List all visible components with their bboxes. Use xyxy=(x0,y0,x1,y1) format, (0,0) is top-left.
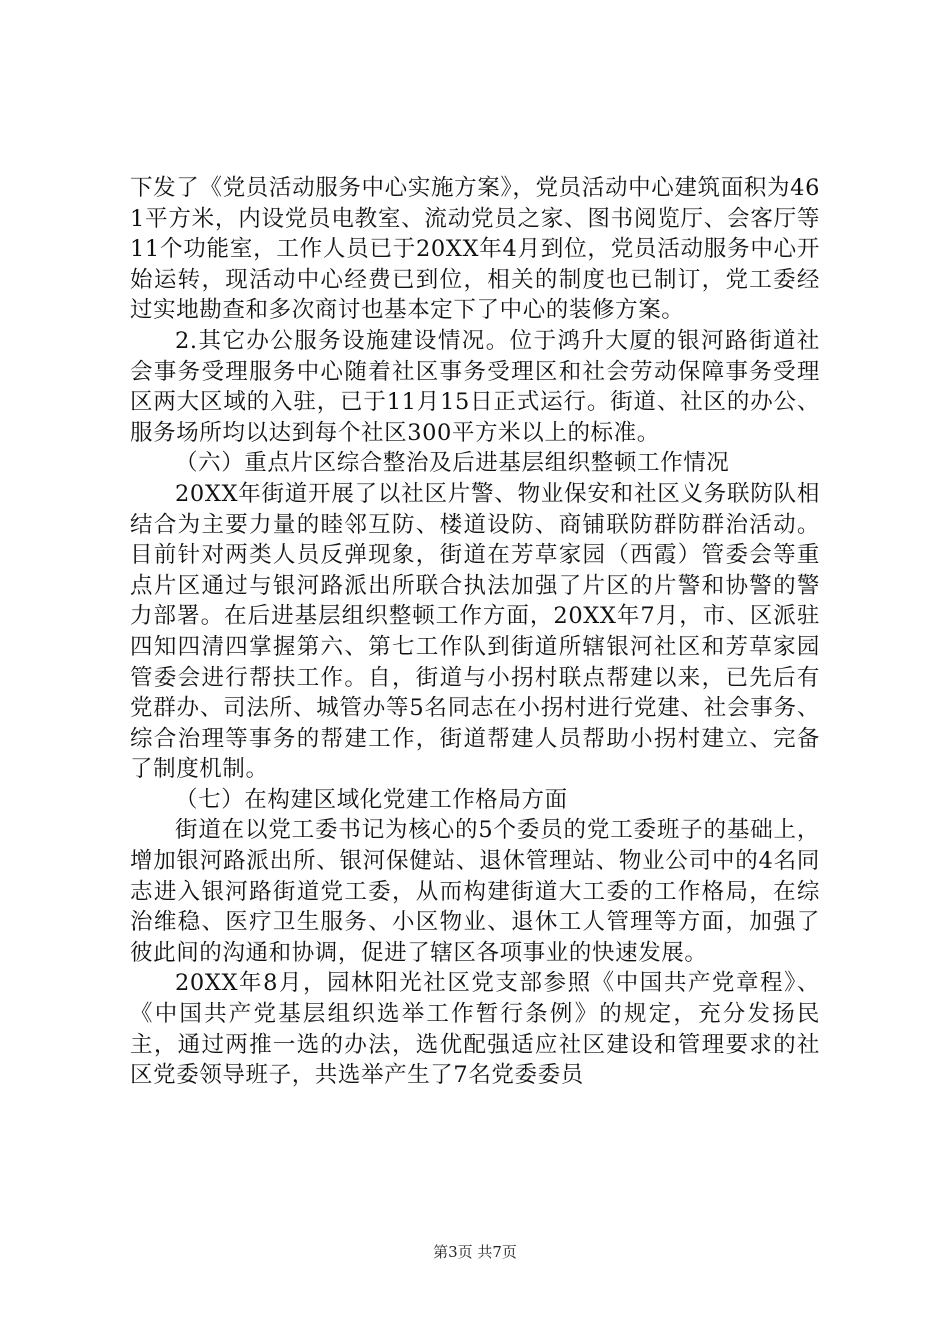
section-heading-six: （六）重点片区综合整治及后进基层组织整顿工作情况 xyxy=(175,450,730,477)
paragraph-continuation: 下发了《党员活动服务中心实施方案》，党员活动中心建筑面积为461平方米，内设党员电教室、流动党员之家、图书阅览厅、会客厅等11个功能室，工作人员已于20XX年4月到位，党员活动服务中心开始运转，现活动中心经费已到位，相关的制度也已制订，党工委经过实地勘查和多次商讨也基本定下了中心的装修方案。 xyxy=(130,175,820,324)
paragraph-office-facilities: 2.其它办公服务设施建设情况。位于鸿升大厦的银河路街道社会事务受理服务中心随着社区事务受理区和社会劳动保障事务受理区两大区域的入驻，已于11月15日正式运行。街道、社区的办公、服务场所均以达到每个社区300平方米以上的标准。 xyxy=(130,327,820,446)
paragraph-community-election: 20XX年8月，园林阳光社区党支部参照《中国共产党章程》、《中国共产党基层组织选举工作暂行条例》的规定，充分发扬民主，通过两推一选的办法，选优配强适应社区建设和管理要求的社区党委领导班子，共选举产生了7名党委委员 xyxy=(130,970,820,1089)
page-number-footer: 第3页 共7页 xyxy=(433,1243,517,1261)
paragraph-regional-party-building: 街道在以党工委书记为核心的5个委员的党工委班子的基础上，增加银河路派出所、银河保健站、退休管理站、物业公司中的4名同志进入银河路街道党工委，从而构建街道大工委的工作格局，在综治维稳、医疗卫生服务、小区物业、退休工人管理等方面，加强了彼此间的沟通和协调，促进了辖区各项事业的快速发展。 xyxy=(130,817,820,966)
document-body xyxy=(130,173,820,1091)
paragraph-area-rectification: 20XX年街道开展了以社区片警、物业保安和社区义务联防队相结合为主要力量的睦邻互防、楼道设防、商铺联防群防群治活动。目前针对两类人员反弹现象，街道在芳草家园（西霞）管委会等重点片区通过与银河路派出所联合执法加强了片区的片警和协警的警力部署。在后进基层组织整顿工作方面，20XX年7月，市、区派驻四知四清四掌握第六、第七工作队到街道所辖银河社区和芳草家园管委会进行帮扶工作。自，街道与小拐村联点帮建以来，已先后有党群办、司法所、城管办等5名同志在小拐村进行党建、社会事务、综合治理等事务的帮建工作，街道帮建人员帮助小拐村建立、完备了制度机制。 xyxy=(130,480,820,783)
section-heading-seven: （七）在构建区域化党建工作格局方面 xyxy=(175,786,568,813)
